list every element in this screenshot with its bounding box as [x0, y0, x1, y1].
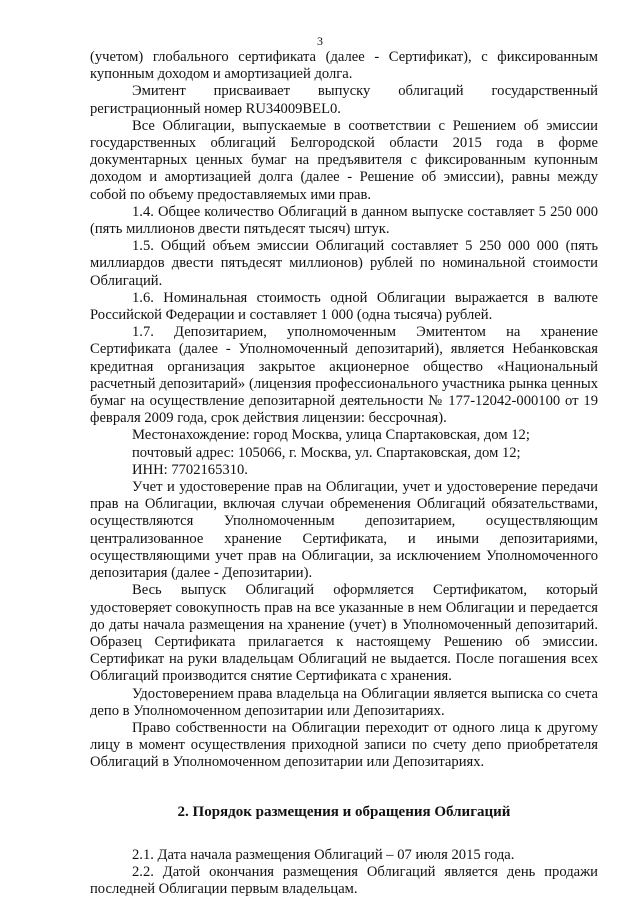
paragraph: 2.2. Датой окончания размещения Облигаций является день продажи последней Облигации первым владельцам. — [90, 863, 598, 897]
section-2-heading: 2. Порядок размещения и обращения Облигаций — [177, 803, 511, 820]
section-2-paragraphs — [90, 847, 598, 899]
paragraph: почтовый адрес: 105066, г. Москва, ул. Спартаковская, дом 12; — [132, 444, 521, 461]
paragraph: Учет и удостоверение прав на Облигации, учет и удостоверение передачи прав на Облигации, включая случаи обременения Облигаций обязательствами, осуществляются Уполномоченным депозитарием, осуществляющим централизованное хранение Сертификата, и иными депозитариями, осуществляющими учет прав на Облигации, за исключением Уполномоченного депозитария (далее - Депозитарии). — [90, 479, 598, 582]
section-1-paragraphs — [90, 49, 598, 772]
paragraph: 1.7. Депозитарием, уполномоченным Эмитентом на хранение Сертификата (далее - Уполномоченный депозитарий), является Небанковская кредитная организация закрытое акционерное общество «Национальный расчетный депозитарий» (лицензия профессионального участника рынка ценных бумаг на осуществление депозитарной деятельности № 177-12042-000100 от 19 февраля 2009 года, срок действия лицензии: бессрочная). — [90, 324, 598, 427]
page-number: 3 — [317, 34, 323, 48]
paragraph: ИНН: 7702165310. — [132, 461, 248, 478]
paragraph: Местонахождение: город Москва, улица Спартаковская, дом 12; — [132, 427, 530, 444]
paragraph: 1.5. Общий объем эмиссии Облигаций составляет 5 250 000 000 (пять миллиардов двести пятьдесят миллионов) рублей по номинальной стоимости Облигаций. — [90, 238, 598, 289]
paragraph: 1.4. Общее количество Облигаций в данном выпуске составляет 5 250 000 (пять миллионов двести пятьдесят тысяч) штук. — [90, 203, 598, 238]
paragraph: 2.1. Дата начала размещения Облигаций – 07 июля 2015 года. — [132, 846, 515, 863]
paragraph: Весь выпуск Облигаций оформляется Сертификатом, который удостоверяет совокупность прав на все указанные в нем Облигации и передается до даты начала размещения на хранение (учет) в Уполномоченный депозитарий. Образец Сертификата прилагается к настоящему Решению об эмиссии. Сертификат на руки владельцам Облигаций не выдается. После погашения всех Облигаций производится снятие Сертификата с хранения. — [90, 582, 598, 685]
paragraph: Удостоверением права владельца на Облигации является выписка со счета депо в Уполномоченном депозитарии или Депозитариях. — [90, 685, 598, 719]
paragraph: 1.6. Номинальная стоимость одной Облигации выражается в валюте Российской Федерации и составляет 1 000 (одна тысяча) рублей. — [90, 289, 598, 324]
paragraph: (учетом) глобального сертификата (далее - Сертификат), с фиксированным купонным доходом и амортизацией долга. — [90, 49, 598, 83]
document-body — [90, 49, 598, 898]
paragraph: Эмитент присваивает выпуску облигаций государственный регистрационный номер RU34009BEL0. — [90, 83, 598, 117]
paragraph: Право собственности на Облигации переходит от одного лица к другому лицу в момент осуществления приходной записи по счету депо приобретателя Облигаций в Уполномоченном депозитарии или Депозитариях. — [90, 719, 598, 771]
paragraph: Все Облигации, выпускаемые в соответствии с Решением об эмиссии государственных облигаций Белгородской области 2015 года в форме документарных ценных бумаг на предъявителя с фиксированным купонным доходом и амортизацией долга (далее - Решение об эмиссии), равны между собой по объему предоставляемых ими прав. — [90, 117, 598, 203]
